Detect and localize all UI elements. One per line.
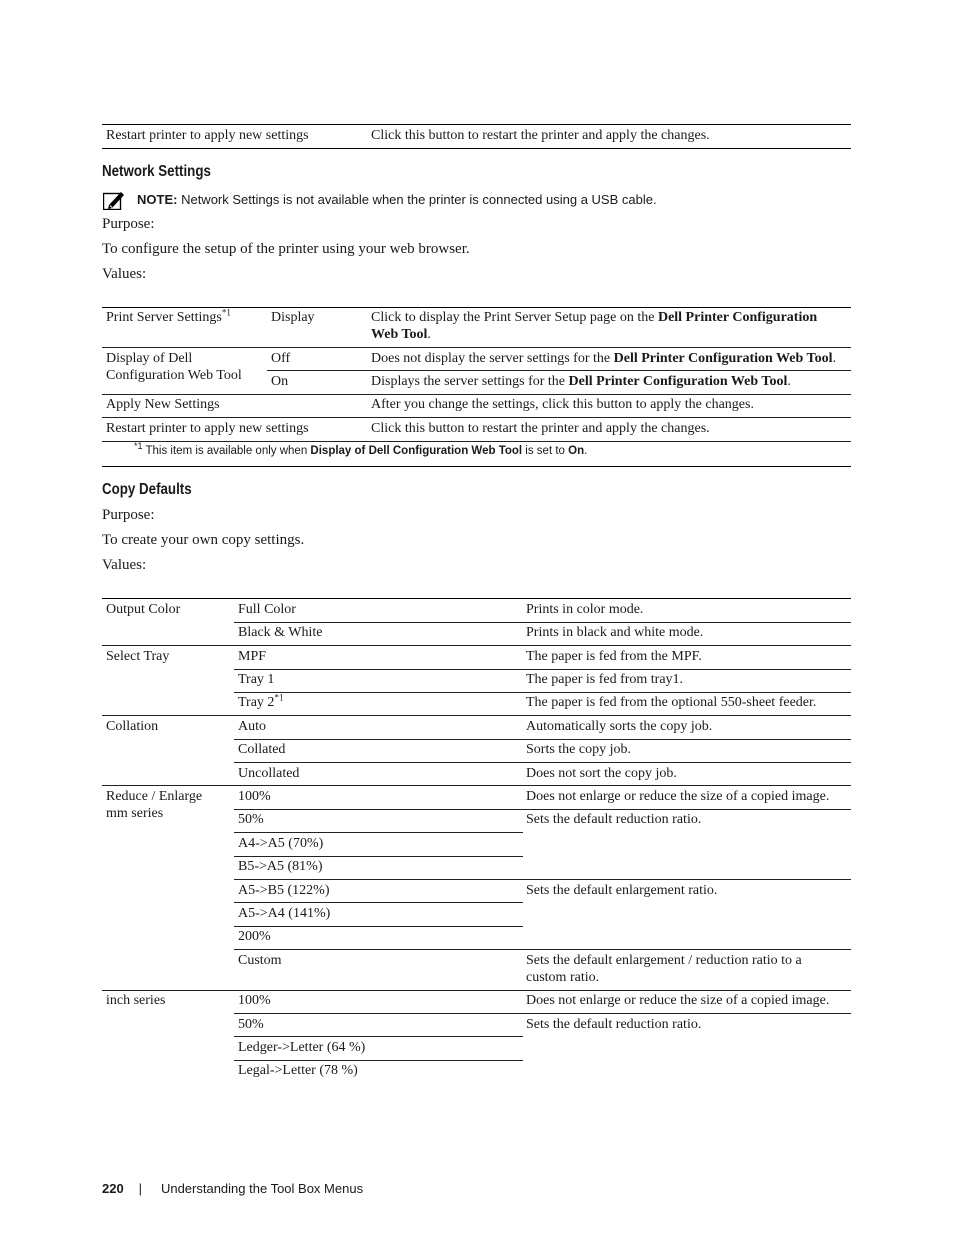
setting-name: Apply New Settings [106,397,220,412]
setting-value: Collated [238,742,286,757]
setting-name: Print Server Settings$^{*1}$ [106,307,231,325]
purpose-text: To configure the setup of the printer using your web browser. [102,241,470,257]
setting-value: Legal->Letter (78 %) [238,1063,358,1078]
note [137,192,657,207]
setting-value: A5->A4 (141%) [238,906,331,921]
table-rule [234,879,851,880]
table-rule [102,417,851,418]
setting-value: A5->B5 (122%) [238,883,330,898]
setting-name: Output Color [106,602,181,617]
setting-value: MPF [238,649,267,664]
setting-description: Does not enlarge or reduce the size of a copied image. [526,789,830,804]
setting-description: The paper is fed from the MPF. [526,649,702,664]
setting-value: 50% [238,1017,264,1032]
footer-section-title: Understanding the Tool Box Menus [160,1181,364,1196]
note-pencil-icon [103,190,125,210]
setting-description: Prints in black and white mode. [526,625,704,640]
page-footer [102,1181,363,1196]
setting-value: B5->A5 (81%) [238,859,323,874]
table-rule [102,715,851,716]
setting-description-cont: custom ratio. [526,970,600,985]
table-rule [102,441,851,442]
setting-description: Sets the default reduction ratio. [526,1017,702,1032]
setting-value: A4->A5 (70%) [238,836,324,851]
setting-name: Display of Dell [106,351,193,366]
table-rule [234,669,851,670]
setting-description: Displays the server settings for the Dell Printer Configuration Web Tool. [371,374,791,389]
setting-description: Sets the default enlargement / reduction ratio to a [526,953,802,968]
setting-description: Click this button to restart the printer and apply the changes. [371,421,710,436]
setting-value: 50% [238,812,264,827]
table-rule [267,370,851,371]
setting-name: Restart printer to apply new settings [106,128,309,143]
setting-name: Reduce / Enlarge [106,789,203,804]
setting-value: Custom [238,953,282,968]
table-rule [102,466,851,467]
setting-description: After you change the settings, click this button to apply the changes. [371,397,754,412]
purpose-label: Purpose: [102,216,155,232]
table-rule [234,809,851,810]
table-rule [234,856,523,857]
setting-name: inch series [106,993,166,1008]
table-rule [102,598,851,599]
setting-value: Display [271,310,315,325]
setting-value: Off [271,351,291,366]
setting-description: Sets the default enlargement ratio. [526,883,718,898]
setting-value: Uncollated [238,766,300,781]
setting-value: Ledger->Letter (64 %) [238,1040,366,1055]
values-label: Values: [102,266,147,282]
table-rule [234,739,851,740]
setting-value: Black & White [238,625,323,640]
setting-value: 100% [238,993,271,1008]
setting-description: Prints in color mode. [526,602,644,617]
table-rule [234,1036,523,1037]
table-rule [102,148,851,149]
note-label: NOTE: [137,192,178,207]
setting-description: Does not sort the copy job. [526,766,677,781]
table-rule [234,949,851,950]
setting-description: Does not display the server settings for the Dell Printer Configuration Web Tool. [371,351,836,366]
setting-value: 100% [238,789,271,804]
table-rule [102,347,851,348]
setting-value: Auto [238,719,266,734]
footer-separator: | [138,1181,143,1196]
note-text: Network Settings is not available when the printer is connected using a USB cable. [181,192,657,207]
table-rule [102,990,851,991]
table-rule [234,1013,851,1014]
setting-value: Tray 1 [238,672,275,687]
setting-name: Restart printer to apply new settings [106,421,309,436]
table-rule [102,394,851,395]
setting-value: Tray 2$^{*1}$ [238,692,284,710]
setting-name-cont: Configuration Web Tool [106,368,242,383]
table-rule [234,692,851,693]
setting-name: Select Tray [106,649,170,664]
purpose-text: To create your own copy settings. [102,532,305,548]
page-number: 220 [102,1181,124,1196]
purpose-label: Purpose: [102,507,155,523]
setting-description: Sets the default reduction ratio. [526,812,702,827]
setting-name-cont: mm series [106,806,164,821]
table-rule [234,622,851,623]
table-rule [102,124,851,125]
table-rule [234,926,523,927]
setting-description: The paper is fed from the optional 550-sheet feeder. [526,695,817,710]
table-rule [102,645,851,646]
setting-description: Automatically sorts the copy job. [526,719,713,734]
setting-value: On [271,374,289,389]
setting-description: Click this button to restart the printer and apply the changes. [371,128,710,143]
table-rule [102,307,851,308]
table-rule [234,902,523,903]
section-heading-copy-defaults: Copy Defaults [102,481,192,498]
setting-description: The paper is fed from tray1. [526,672,684,687]
table-rule [234,762,851,763]
section-heading-network-settings: Network Settings [102,163,211,180]
setting-description: Does not enlarge or reduce the size of a copied image. [526,993,830,1008]
setting-name: Collation [106,719,159,734]
setting-value: 200% [238,929,271,944]
table-footnote: $^{*1}$ This item is available only when Display of Dell Configuration Web Tool is set to On. [134,441,588,457]
table-rule [234,1060,523,1061]
table-rule [102,785,851,786]
table-rule [234,832,523,833]
setting-description: Click to display the Print Server Setup page on the Dell Printer Configuration [371,310,818,325]
values-label: Values: [102,557,147,573]
setting-value: Full Color [238,602,296,617]
setting-description: Sorts the copy job. [526,742,631,757]
setting-description-cont: Web Tool. [371,327,431,342]
